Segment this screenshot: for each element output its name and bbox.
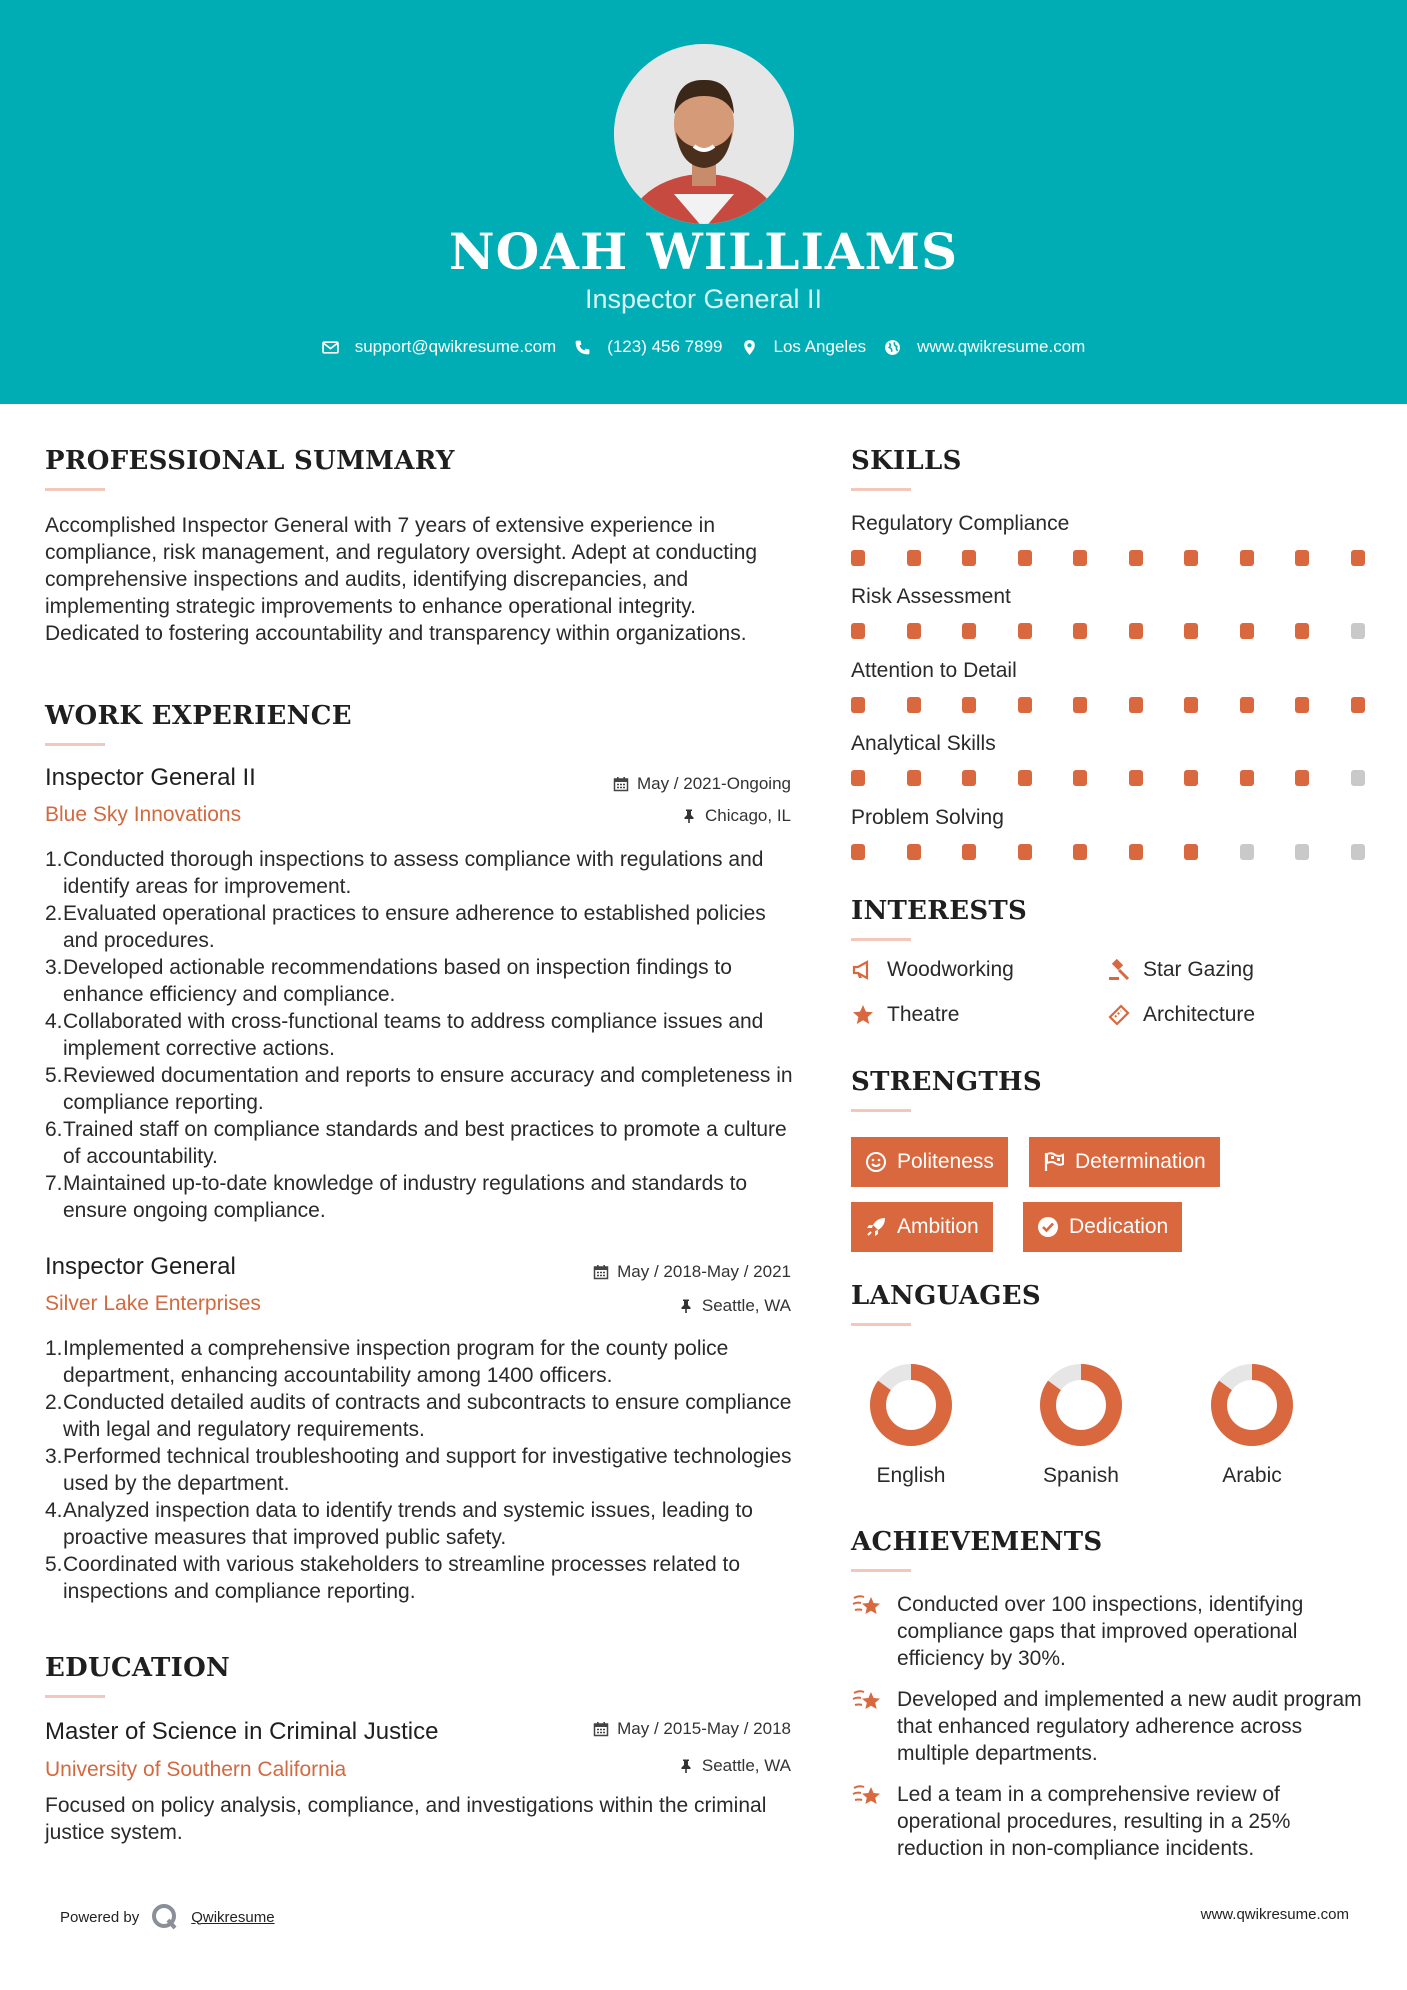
skills-heading: SKILLS	[851, 446, 962, 476]
skill-dot-filled	[1295, 550, 1309, 566]
school-name: University of Southern California	[45, 1758, 347, 1781]
qwikresume-logo-icon	[151, 1903, 179, 1931]
skill-rating	[851, 550, 1365, 566]
achievement-item: Led a team in a comprehensive review of operational procedures, resulting in a 25% reduction in non-compliance incidents.	[851, 1781, 1371, 1862]
skill-dot-filled	[1240, 623, 1254, 639]
list-item: 2. Conducted detailed audits of contracts and subcontracts to ensure compliance with legal and regulatory requirements.	[45, 1391, 792, 1441]
skill-name: Regulatory Compliance	[851, 512, 1070, 535]
skill-dot-empty	[1295, 844, 1309, 860]
list-item: 4. Analyzed inspection data to identify trends and systemic issues, leading to proactive measures that improved public safety.	[45, 1499, 753, 1549]
skill-dot-filled	[1129, 623, 1143, 639]
experience-divider	[45, 743, 105, 746]
pushpin-icon	[681, 808, 697, 824]
skill-dot-filled	[1129, 770, 1143, 786]
rocket-icon	[865, 1216, 887, 1238]
skill-dot-filled	[1073, 844, 1087, 860]
contact-bar	[0, 337, 1407, 357]
flag-icon	[1043, 1151, 1065, 1173]
contact-phone[interactable]	[574, 337, 722, 357]
skill-dot-filled	[1184, 623, 1198, 639]
list-item: 5. Reviewed documentation and reports to ensure accuracy and completeness in compliance reporting.	[45, 1064, 793, 1114]
languages-divider	[851, 1323, 911, 1326]
experience-heading: WORK EXPERIENCE	[45, 701, 352, 731]
contact-website[interactable]	[884, 337, 1085, 357]
job-dates-text: May / 2021-Ongoing	[636, 774, 791, 793]
job-title: Inspector General II	[45, 764, 256, 791]
skill-dot-filled	[962, 770, 976, 786]
skill-rating	[851, 623, 1365, 639]
language-donut	[1205, 1358, 1299, 1452]
list-item: 6. Trained staff on compliance standards and best practices to promote a culture of accountability.	[45, 1118, 787, 1168]
skill-dot-filled	[1184, 844, 1198, 860]
education-dates-text: May / 2015-May / 2018	[617, 1719, 791, 1738]
pushpin-icon	[678, 1758, 694, 1774]
phone-text: (123) 456 7899	[607, 337, 723, 356]
skill-dot-filled	[1073, 623, 1087, 639]
skill-dot-empty	[1351, 770, 1365, 786]
skill-dot-filled	[851, 550, 865, 566]
job-location	[678, 1296, 791, 1316]
list-item: 4. Collaborated with cross-functional teams to address compliance issues and implement corrective actions.	[45, 1010, 764, 1060]
contact-location	[741, 337, 867, 357]
skill-dot-filled	[1129, 697, 1143, 713]
list-item: 3. Performed technical troubleshooting and support for investigative technologies used by the department.	[45, 1445, 792, 1495]
skill-dot-filled	[1295, 770, 1309, 786]
skill-dot-filled	[907, 770, 921, 786]
skill-name: Risk Assessment	[851, 585, 1011, 608]
interest-item: Woodworking	[851, 958, 1014, 982]
education-heading: EDUCATION	[45, 1653, 231, 1683]
languages-heading: LANGUAGES	[851, 1281, 1041, 1311]
education-location-text: Seattle, WA	[701, 1756, 791, 1775]
skill-dot-filled	[1240, 770, 1254, 786]
skill-dot-filled	[1351, 697, 1365, 713]
strengths-divider	[851, 1109, 911, 1112]
smile-icon	[865, 1151, 887, 1173]
education-location	[678, 1756, 791, 1776]
skill-dot-filled	[1295, 623, 1309, 639]
job-duties-list	[45, 1335, 795, 1605]
skill-name: Attention to Detail	[851, 659, 1017, 682]
achievement-item: Conducted over 100 inspections, identifying compliance gaps that improved operational efficiency by 30%.	[851, 1591, 1371, 1672]
skill-dot-filled	[962, 550, 976, 566]
skill-dot-filled	[1018, 844, 1032, 860]
website-text: www.qwikresume.com	[917, 337, 1086, 356]
job-dates	[613, 774, 791, 794]
list-item: 5. Coordinated with various stakeholders to streamline processes related to inspections and compliance reporting.	[45, 1553, 741, 1603]
list-item: 7. Maintained up-to-date knowledge of industry regulations and standards to ensure ongoing compliance.	[45, 1172, 748, 1222]
location-text: Los Angeles	[773, 337, 867, 356]
skill-dot-filled	[907, 550, 921, 566]
skills-divider	[851, 488, 911, 491]
skill-name: Analytical Skills	[851, 732, 996, 755]
skill-dot-filled	[1018, 623, 1032, 639]
strength-badge: Dedication	[1023, 1202, 1182, 1252]
skill-dot-filled	[1129, 844, 1143, 860]
summary-divider	[45, 488, 105, 491]
education-divider	[45, 1695, 105, 1698]
star-icon	[851, 1003, 875, 1027]
language-label: Arabic	[1222, 1464, 1282, 1487]
interest-item: Theatre	[851, 1003, 959, 1027]
skill-dot-filled	[1018, 770, 1032, 786]
skill-dot-filled	[962, 697, 976, 713]
company-name: Blue Sky Innovations	[45, 803, 242, 826]
job-dates	[593, 1262, 791, 1282]
skill-dot-empty	[1240, 844, 1254, 860]
language-label: Spanish	[1043, 1464, 1119, 1487]
skill-rating	[851, 844, 1365, 860]
degree-title: Master of Science in Criminal Justice	[45, 1718, 439, 1745]
gavel-icon	[1107, 958, 1131, 982]
skill-dot-filled	[962, 623, 976, 639]
achievement-item: Developed and implemented a new audit program that enhanced regulatory adherence across multiple departments.	[851, 1686, 1371, 1767]
skill-dot-filled	[907, 623, 921, 639]
achievements-divider	[851, 1569, 911, 1572]
summary-heading: PROFESSIONAL SUMMARY	[45, 446, 455, 476]
award-star-icon	[851, 1684, 885, 1718]
skill-dot-filled	[962, 844, 976, 860]
interest-item: Architecture	[1107, 1003, 1255, 1027]
calendar-icon	[613, 776, 629, 792]
skill-dot-filled	[851, 844, 865, 860]
skill-dot-filled	[1184, 550, 1198, 566]
globe-icon	[884, 339, 901, 356]
email-text: support@qwikresume.com	[354, 337, 557, 356]
language-item	[856, 1358, 966, 1488]
language-donut	[864, 1358, 958, 1452]
skill-rating	[851, 697, 1365, 713]
achievements-heading: ACHIEVEMENTS	[851, 1527, 1103, 1557]
calendar-icon	[593, 1264, 609, 1280]
skill-dot-filled	[1018, 697, 1032, 713]
interests-divider	[851, 938, 911, 941]
contact-email[interactable]	[322, 337, 557, 357]
skill-dot-filled	[907, 844, 921, 860]
skill-rating	[851, 770, 1365, 786]
skill-dot-filled	[851, 697, 865, 713]
check-circle-icon	[1037, 1216, 1059, 1238]
skill-dot-filled	[1073, 550, 1087, 566]
language-label: English	[876, 1464, 946, 1487]
interest-item: Star Gazing	[1107, 958, 1254, 982]
skill-dot-filled	[1295, 697, 1309, 713]
skill-name: Problem Solving	[851, 806, 1004, 829]
pushpin-icon	[678, 1298, 694, 1314]
job-location	[681, 806, 791, 826]
skill-dot-filled	[851, 623, 865, 639]
job-location-text: Seattle, WA	[701, 1296, 791, 1315]
brand-link[interactable]: Qwikresume	[191, 1908, 275, 1926]
education-description: Focused on policy analysis, compliance, and investigations within the criminal justice system.	[45, 1794, 767, 1844]
skill-dot-filled	[1184, 770, 1198, 786]
envelope-icon	[322, 339, 339, 356]
strength-badge: Politeness	[851, 1137, 1008, 1187]
award-star-icon	[851, 1779, 885, 1813]
skill-dot-empty	[1351, 844, 1365, 860]
skill-dot-filled	[851, 770, 865, 786]
language-donut	[1034, 1358, 1128, 1452]
candidate-name: NOAH WILLIAMS	[448, 222, 959, 281]
company-name: Silver Lake Enterprises	[45, 1292, 261, 1315]
megaphone-icon	[851, 958, 875, 982]
footer-website[interactable]: www.qwikresume.com	[1200, 1906, 1349, 1923]
language-item	[1026, 1358, 1136, 1488]
powered-by-text: Powered by	[60, 1908, 140, 1926]
strengths-heading: STRENGTHS	[851, 1067, 1042, 1097]
job-title: Inspector General	[45, 1253, 236, 1280]
education-dates	[593, 1719, 791, 1739]
phone-icon	[574, 339, 591, 356]
ticket-icon	[1107, 1003, 1131, 1027]
calendar-icon	[593, 1721, 609, 1737]
header-banner	[0, 0, 1407, 404]
skill-dot-filled	[907, 697, 921, 713]
footer-powered-by	[60, 1903, 275, 1931]
award-star-icon	[851, 1589, 885, 1623]
skill-dot-filled	[1240, 697, 1254, 713]
strength-badge: Ambition	[851, 1202, 993, 1252]
skill-dot-filled	[1129, 550, 1143, 566]
map-pin-icon	[741, 339, 758, 356]
job-duties-list	[45, 846, 795, 1224]
skill-dot-filled	[1351, 550, 1365, 566]
list-item: 3. Developed actionable recommendations based on inspection findings to enhance efficiency and compliance.	[45, 956, 732, 1006]
list-item: 2. Evaluated operational practices to ensure adherence to established policies and procedures.	[45, 902, 766, 952]
candidate-title: Inspector General II	[584, 284, 823, 314]
list-item: 1. Implemented a comprehensive inspection program for the county police department, enhancing accountability among 1400 officers.	[45, 1337, 729, 1387]
interests-heading: INTERESTS	[851, 896, 1028, 926]
skill-dot-empty	[1351, 623, 1365, 639]
skill-dot-filled	[1073, 770, 1087, 786]
language-item	[1197, 1358, 1307, 1488]
summary-text: Accomplished Inspector General with 7 years of extensive experience in compliance, risk management, and regulatory oversight. Adept at conducting comprehensive inspections and audits, identifying discrepancies, and implementing strategic improvements to enhance operational integrity. Dedicated to fostering accountability and transparency within organizations.	[45, 514, 758, 645]
skill-dot-filled	[1240, 550, 1254, 566]
strength-badge: Determination	[1029, 1137, 1220, 1187]
skill-dot-filled	[1018, 550, 1032, 566]
profile-photo	[614, 44, 794, 224]
list-item: 1. Conducted thorough inspections to assess compliance with regulations and identify areas for improvement.	[45, 848, 764, 898]
job-dates-text: May / 2018-May / 2021	[617, 1262, 791, 1281]
job-location-text: Chicago, IL	[705, 806, 791, 825]
skill-dot-filled	[1184, 697, 1198, 713]
skill-dot-filled	[1073, 697, 1087, 713]
